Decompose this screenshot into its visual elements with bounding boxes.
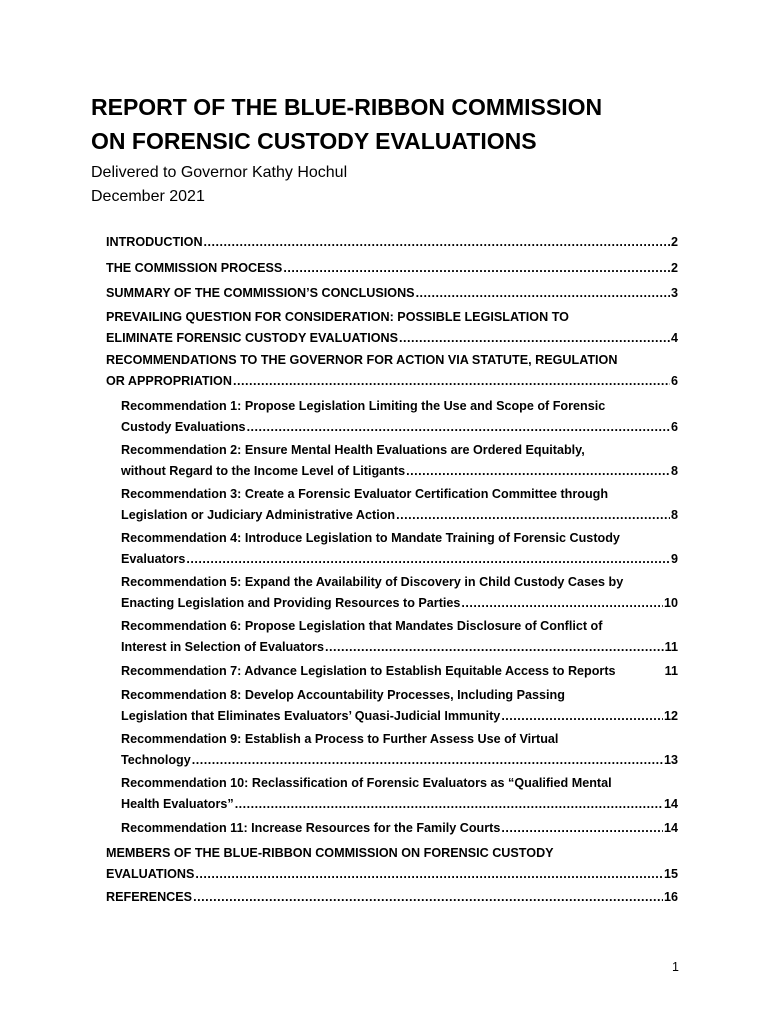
toc-page-number: 14 (663, 821, 678, 835)
toc-page-number: 9 (670, 552, 678, 566)
toc-page-number: 6 (670, 374, 678, 388)
dot-leader (399, 328, 670, 349)
toc-page-number: 6 (670, 420, 678, 434)
toc-entry-title-line-2: EVALUATIONS (106, 867, 195, 881)
date-line: December 2021 (91, 188, 205, 205)
toc-entry-recommendation-4[interactable] (121, 528, 678, 570)
toc-entry-prevailing-question[interactable] (106, 307, 678, 349)
toc-page-number: 15 (663, 867, 678, 881)
toc-entry-title-line-2: Health Evaluators” (121, 797, 234, 811)
toc-page-number: 16 (663, 890, 678, 904)
toc-entry-title: Recommendation 7: Advance Legislation to Establish Equitable Access to Reports (121, 664, 616, 678)
dot-leader (283, 258, 670, 279)
toc-entry-recommendation-3[interactable] (121, 484, 678, 526)
toc-page-number: 8 (670, 464, 678, 478)
toc-entry-recommendation-8[interactable] (121, 685, 678, 727)
dot-leader (186, 549, 670, 570)
toc-entry-recommendation-11[interactable] (121, 818, 678, 839)
toc-entry-recommendation-5[interactable] (121, 572, 678, 614)
dot-leader (406, 461, 670, 482)
report-title (91, 90, 691, 158)
toc-entry-title: SUMMARY OF THE COMMISSION’S CONCLUSIONS (106, 286, 415, 300)
toc-entry-members[interactable] (106, 843, 678, 885)
toc-entry-title-line-1: Recommendation 2: Ensure Mental Health Evaluations are Ordered Equitably, (121, 443, 585, 457)
toc-entry-summary-conclusions[interactable] (106, 283, 678, 304)
toc-page-number: 10 (663, 596, 678, 610)
toc-entry-title-line-2: Interest in Selection of Evaluators (121, 640, 324, 654)
toc-entry-recommendations[interactable] (106, 350, 678, 392)
toc-entry-commission-process[interactable] (106, 258, 678, 279)
toc-entry-title-line-2: OR APPROPRIATION (106, 374, 232, 388)
toc-entry-title-line-1: Recommendation 3: Create a Forensic Evaluator Certification Committee through (121, 487, 609, 501)
toc-entry-title-line-1: Recommendation 4: Introduce Legislation to Mandate Training of Forensic Custody (121, 531, 620, 545)
toc-entry-title-line-2: Technology (121, 753, 191, 767)
dot-leader (195, 864, 663, 885)
toc-page-number: 14 (663, 797, 678, 811)
toc-page-number: 4 (670, 331, 678, 345)
toc-entry-references[interactable] (106, 887, 678, 908)
toc-page-number: 3 (670, 286, 678, 300)
toc-entry-title-line-1: Recommendation 10: Reclassification of Forensic Evaluators as “Qualified Mental (121, 776, 612, 790)
toc-entry-recommendation-1[interactable] (121, 396, 678, 438)
toc-entry-recommendation-7[interactable] (121, 661, 678, 682)
toc-entry-title-line-1: Recommendation 1: Propose Legislation Limiting the Use and Scope of Forensic (121, 399, 606, 413)
report-title-line-2: ON FORENSIC CUSTODY EVALUATIONS (91, 128, 537, 154)
toc-entry-title: THE COMMISSION PROCESS (106, 261, 283, 275)
toc-entry-title-line-2: Evaluators (121, 552, 186, 566)
dot-leader (233, 371, 670, 392)
toc-entry-title-line-2: without Regard to the Income Level of Litigants (121, 464, 406, 478)
dot-leader (192, 750, 663, 771)
toc-entry-title-line-2: Legislation or Judiciary Administrative Action (121, 508, 396, 522)
toc-page-number: 11 (664, 664, 678, 678)
toc-entry-title: REFERENCES (106, 890, 193, 904)
toc-page-number: 13 (663, 753, 678, 767)
dot-leader (235, 794, 663, 815)
dot-leader (461, 593, 663, 614)
delivered-to-line: Delivered to Governor Kathy Hochul (91, 164, 348, 181)
page-number: 1 (672, 960, 679, 974)
toc-entry-title-line-1: RECOMMENDATIONS TO THE GOVERNOR FOR ACTION VIA STATUTE, REGULATION (106, 353, 618, 367)
toc-page-number: 2 (670, 261, 678, 275)
toc-entry-title-line-2: Enacting Legislation and Providing Resources to Parties (121, 596, 461, 610)
toc-entry-title-line-2: Custody Evaluations (121, 420, 246, 434)
toc-entry-recommendation-2[interactable] (121, 440, 678, 482)
toc-page-number: 2 (670, 235, 678, 249)
dot-leader (501, 706, 663, 727)
dot-leader (396, 505, 670, 526)
toc-entry-recommendation-9[interactable] (121, 729, 678, 771)
toc-entry-title-line-2: ELIMINATE FORENSIC CUSTODY EVALUATIONS (106, 331, 399, 345)
toc-entry-title-line-1: Recommendation 8: Develop Accountability Processes, Including Passing (121, 688, 565, 702)
toc-entry-title-line-2: Legislation that Eliminates Evaluators’ Quasi-Judicial Immunity (121, 709, 501, 723)
toc-entry-title-line-1: MEMBERS OF THE BLUE-RIBBON COMMISSION ON FORENSIC CUSTODY (106, 846, 554, 860)
toc-page-number: 11 (664, 640, 678, 654)
dot-leader (325, 637, 664, 658)
toc-page-number: 8 (670, 508, 678, 522)
report-title-line-1: REPORT OF THE BLUE-RIBBON COMMISSION (91, 94, 603, 120)
toc-entry-title-line-1: PREVAILING QUESTION FOR CONSIDERATION: POSSIBLE LEGISLATION TO (106, 310, 569, 324)
toc-entry-title: INTRODUCTION (106, 235, 203, 249)
dot-leader (501, 818, 663, 839)
dot-leader (204, 232, 670, 253)
toc-entry-recommendation-6[interactable] (121, 616, 678, 658)
toc-page-number: 12 (663, 709, 678, 723)
dot-leader (247, 417, 670, 438)
toc-entry-title-line-1: Recommendation 5: Expand the Availability of Discovery in Child Custody Cases by (121, 575, 624, 589)
dot-leader (193, 887, 663, 908)
dot-leader (416, 283, 670, 304)
toc-entry-introduction[interactable] (106, 232, 678, 253)
toc-entry-title-line-1: Recommendation 6: Propose Legislation that Mandates Disclosure of Conflict of (121, 619, 603, 633)
toc-entry-title: Recommendation 11: Increase Resources for the Family Courts (121, 821, 501, 835)
toc-entry-title-line-1: Recommendation 9: Establish a Process to Further Assess Use of Virtual (121, 732, 559, 746)
toc-entry-recommendation-10[interactable] (121, 773, 678, 815)
